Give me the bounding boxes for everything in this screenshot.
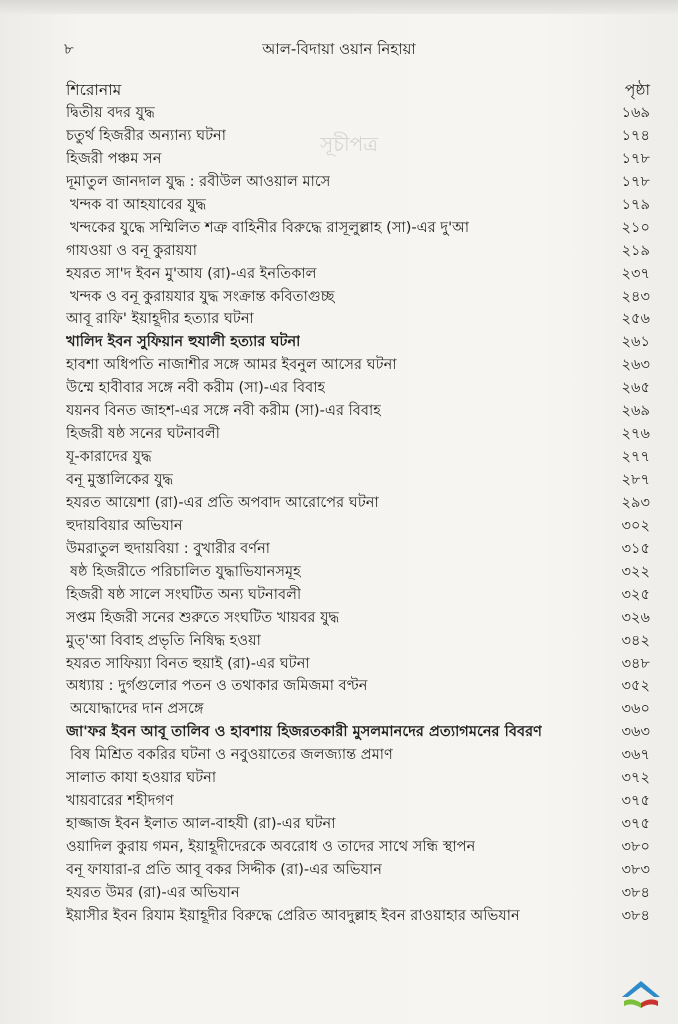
entry-title: খন্দকের যুদ্ধে সম্মিলিত শত্রু বাহিনীর বিরুদ্ধে রাসূলুল্লাহ (সা)-এর দু'আ xyxy=(70,218,470,236)
entry-title: হিজরী ষষ্ঠ সালে সংঘটিত অন্য ঘটনাবলী xyxy=(66,585,302,603)
entry-title: বিষ মিশ্রিত বকরির ঘটনা ও নবুওয়াতের জলজ্যান্ত প্রমাণ xyxy=(70,746,393,764)
toc-entry xyxy=(66,423,650,446)
page-top-edge xyxy=(0,0,678,14)
entry-page: ২১০ xyxy=(621,218,650,236)
entry-page: ১৬৯ xyxy=(621,104,650,121)
toc-entry xyxy=(66,331,650,354)
entry-page: ৩৪২ xyxy=(621,631,650,649)
entry-page: ৩৮৩ xyxy=(621,860,650,878)
entry-page: ৩৬০ xyxy=(621,700,650,718)
entry-title: ইয়াসীর ইবন রিযাম ইয়াহূদীর বিরুদ্ধে প্রেরিত আবদুল্লাহ ইবন রাওয়াহার অভিযান xyxy=(66,906,520,924)
logo-book-right xyxy=(641,999,658,1008)
entry-title: হযরত উমর (রা)-এর অভিযান xyxy=(66,883,240,901)
toc-entry xyxy=(66,492,650,515)
entry-title: খন্দক ও বনূ কুরায়যার যুদ্ধ সংক্রান্ত কবিতাগুচ্ছ xyxy=(70,287,335,305)
entry-title: দূমাতুল জানদাল যুদ্ধ : রবীউল আওয়াল মাসে xyxy=(66,172,331,190)
entry-page: ১৭৮ xyxy=(621,172,650,190)
toc-entry xyxy=(66,584,650,607)
entry-page: ২৮৭ xyxy=(621,471,650,488)
entry-page: ৩৮৪ xyxy=(621,906,650,924)
toc-column-headers xyxy=(66,78,650,104)
entry-page: ৩৮৪ xyxy=(621,883,650,901)
entry-page: ২৪৩ xyxy=(621,287,650,305)
toc-entry xyxy=(66,698,650,721)
toc-entry xyxy=(66,721,650,744)
entry-page: ৩২৬ xyxy=(621,608,650,626)
entry-page: ২৬১ xyxy=(621,333,650,351)
entry-title: হযরত আয়েশা (রা)-এর প্রতি অপবাদ আরোপের ঘটনা xyxy=(66,493,379,511)
entry-title: বনূ ফাযারা-র প্রতি আবূ বকর সিদ্দীক (রা)-এর অভিযান xyxy=(66,860,382,878)
entry-page: ২৬৯ xyxy=(621,402,650,420)
entry-title: অযোদ্ধাদের দান প্রসঙ্গে xyxy=(70,700,204,718)
toc-entry xyxy=(66,217,650,240)
logo-book-left xyxy=(624,999,641,1008)
toc-entry xyxy=(66,286,650,309)
entry-title: অধ্যায় : দুর্গগুলোর পতন ও তথাকার জমিজমা বণ্টন xyxy=(66,677,368,695)
bleed-through-heading: সূচীপত্র xyxy=(320,132,378,156)
toc-entry xyxy=(66,102,650,125)
toc-entry xyxy=(66,515,650,538)
entry-page: ২৬৫ xyxy=(621,379,650,397)
entry-page: ২৯৩ xyxy=(621,493,650,511)
book-title: আল-বিদায়া ওয়ান নিহায়া xyxy=(262,40,416,58)
toc-entry xyxy=(66,354,650,377)
entry-title: খন্দক বা আহযাবের যুদ্ধ xyxy=(70,195,207,213)
entry-title: হিজরী পঞ্চম সন xyxy=(66,149,162,167)
toc-entry xyxy=(66,905,650,928)
entry-title: জা'ফর ইবন আবূ তালিব ও হাবশায় হিজরতকারী মুসলমানদের প্রত্যাগমনের বিবরণ xyxy=(66,723,542,741)
entry-title: মুত্'আ বিবাহ প্রভৃতি নিষিদ্ধ হওয়া xyxy=(66,631,261,649)
entry-title: হুদায়বিয়ার অভিযান xyxy=(66,516,183,534)
running-header xyxy=(0,38,678,62)
entry-page: ৩৫২ xyxy=(621,677,650,695)
entry-title: বনূ মুস্তালিকের যুদ্ধ xyxy=(66,471,174,488)
entry-page: ৩৬৩ xyxy=(621,723,650,741)
entry-title: ওয়াদিল কুরায় গমন, ইয়াহূদীদেরকে অবরোধ ও তাদের সাথে সন্ধি স্থাপন xyxy=(66,838,476,855)
entry-title: খায়বারের শহীদগণ xyxy=(66,792,174,810)
entry-page: ২৭৬ xyxy=(621,425,650,443)
entry-title: হাবশা অধিপতি নাজাশীর সঙ্গে আমর ইবনুল আসের ঘটনা xyxy=(66,356,397,374)
entry-title: হযরত সাফিয়্যা বিনত হুয়াই (রা)-এর ঘটনা xyxy=(66,654,310,672)
entry-page: ২৫৬ xyxy=(621,310,650,328)
entry-page: ৩১৫ xyxy=(621,539,650,557)
entry-title: উমরাতুল হুদায়বিয়া : বুখারীর বর্ণনা xyxy=(66,539,271,557)
entry-page: ৩৬৭ xyxy=(621,746,650,764)
toc-entry xyxy=(66,538,650,561)
entry-page: ১৭৯ xyxy=(621,195,650,213)
logo-roof-shape xyxy=(622,981,660,997)
entry-title: সপ্তম হিজরী সনের শুরুতে সংঘটিত খায়বর যুদ্ধ xyxy=(66,608,340,626)
entry-title: খালিদ ইবন সুফিয়ান হুযালী হত্যার ঘটনা xyxy=(66,333,301,351)
entry-title: যয়নব বিনত জাহশ-এর সঙ্গে নবী করীম (সা)-এর বিবাহ xyxy=(66,402,381,420)
toc-entry xyxy=(66,630,650,653)
entry-page: ২৬৩ xyxy=(621,356,650,374)
entry-page: ২৩৭ xyxy=(621,264,650,282)
toc-entry xyxy=(66,836,650,859)
entry-title: সালাত কাযা হওয়ার ঘটনা xyxy=(66,769,217,787)
toc-entry xyxy=(66,561,650,584)
toc-entry-list xyxy=(66,102,650,928)
entry-page: ২৭৭ xyxy=(621,448,650,466)
entry-page: ১৭৮ xyxy=(621,149,650,167)
toc-entry xyxy=(66,469,650,492)
entry-title: উম্মে হাবীবার সঙ্গে নবী করীম (সা)-এর বিবাহ xyxy=(66,379,326,397)
toc-entry xyxy=(66,400,650,423)
toc-entry xyxy=(66,882,650,905)
toc-entry xyxy=(66,125,650,148)
toc-entry xyxy=(66,859,650,882)
toc-entry xyxy=(66,308,650,331)
entry-page: ৩২৫ xyxy=(621,585,650,603)
toc-entry xyxy=(66,813,650,836)
column-header-page: পৃষ্ঠা xyxy=(624,81,650,99)
entry-title: হাজ্জাজ ইবন ইলাত আল-বাহযী (রা)-এর ঘটনা xyxy=(66,815,336,833)
toc-entry xyxy=(66,790,650,813)
toc-entry xyxy=(66,194,650,217)
entry-title: ষষ্ঠ হিজরীতে পরিচালিত যুদ্ধাভিযানসমূহ xyxy=(70,562,301,580)
entry-title: হিজরী ষষ্ঠ সনের ঘটনাবলী xyxy=(66,425,220,443)
column-header-title: শিরোনাম xyxy=(66,81,122,99)
entry-page: ৩২২ xyxy=(621,562,650,580)
toc-entry xyxy=(66,744,650,767)
entry-page: ৩৭২ xyxy=(621,769,650,787)
entry-title: যূ-কারাদের যুদ্ধ xyxy=(66,448,152,466)
entry-title: আবূ রাফি' ইয়াহূদীর হত্যার ঘটনা xyxy=(66,310,254,328)
toc-entry xyxy=(66,653,650,676)
page-number: ৮ xyxy=(64,40,74,58)
toc-entry xyxy=(66,446,650,469)
entry-page: ২১৯ xyxy=(621,241,650,259)
entry-page: ৩৮০ xyxy=(621,838,650,855)
entry-page: ৩৭৫ xyxy=(621,815,650,833)
entry-page: ৩৭৫ xyxy=(621,792,650,810)
toc-entry xyxy=(66,767,650,790)
toc-entry xyxy=(66,148,650,171)
toc-entry xyxy=(66,263,650,286)
entry-title: দ্বিতীয় বদর যুদ্ধ xyxy=(66,104,155,121)
entry-page: ৩৪৮ xyxy=(621,654,650,672)
entry-page: ১৭৪ xyxy=(621,126,650,144)
toc-entry xyxy=(66,607,650,630)
entry-title: গাযওয়া ও বনূ কুরায়যা xyxy=(66,241,197,259)
toc-entry xyxy=(66,675,650,698)
entry-title: চতুর্থ হিজরীর অন্যান্য ঘটনা xyxy=(66,126,226,144)
toc-entry xyxy=(66,377,650,400)
toc-entry xyxy=(66,240,650,263)
entry-page: ৩০২ xyxy=(621,516,650,534)
publisher-logo-icon xyxy=(618,975,664,1015)
toc-entry xyxy=(66,171,650,194)
entry-title: হযরত সা'দ ইবন মু'আয (রা)-এর ইনতিকাল xyxy=(66,264,317,282)
